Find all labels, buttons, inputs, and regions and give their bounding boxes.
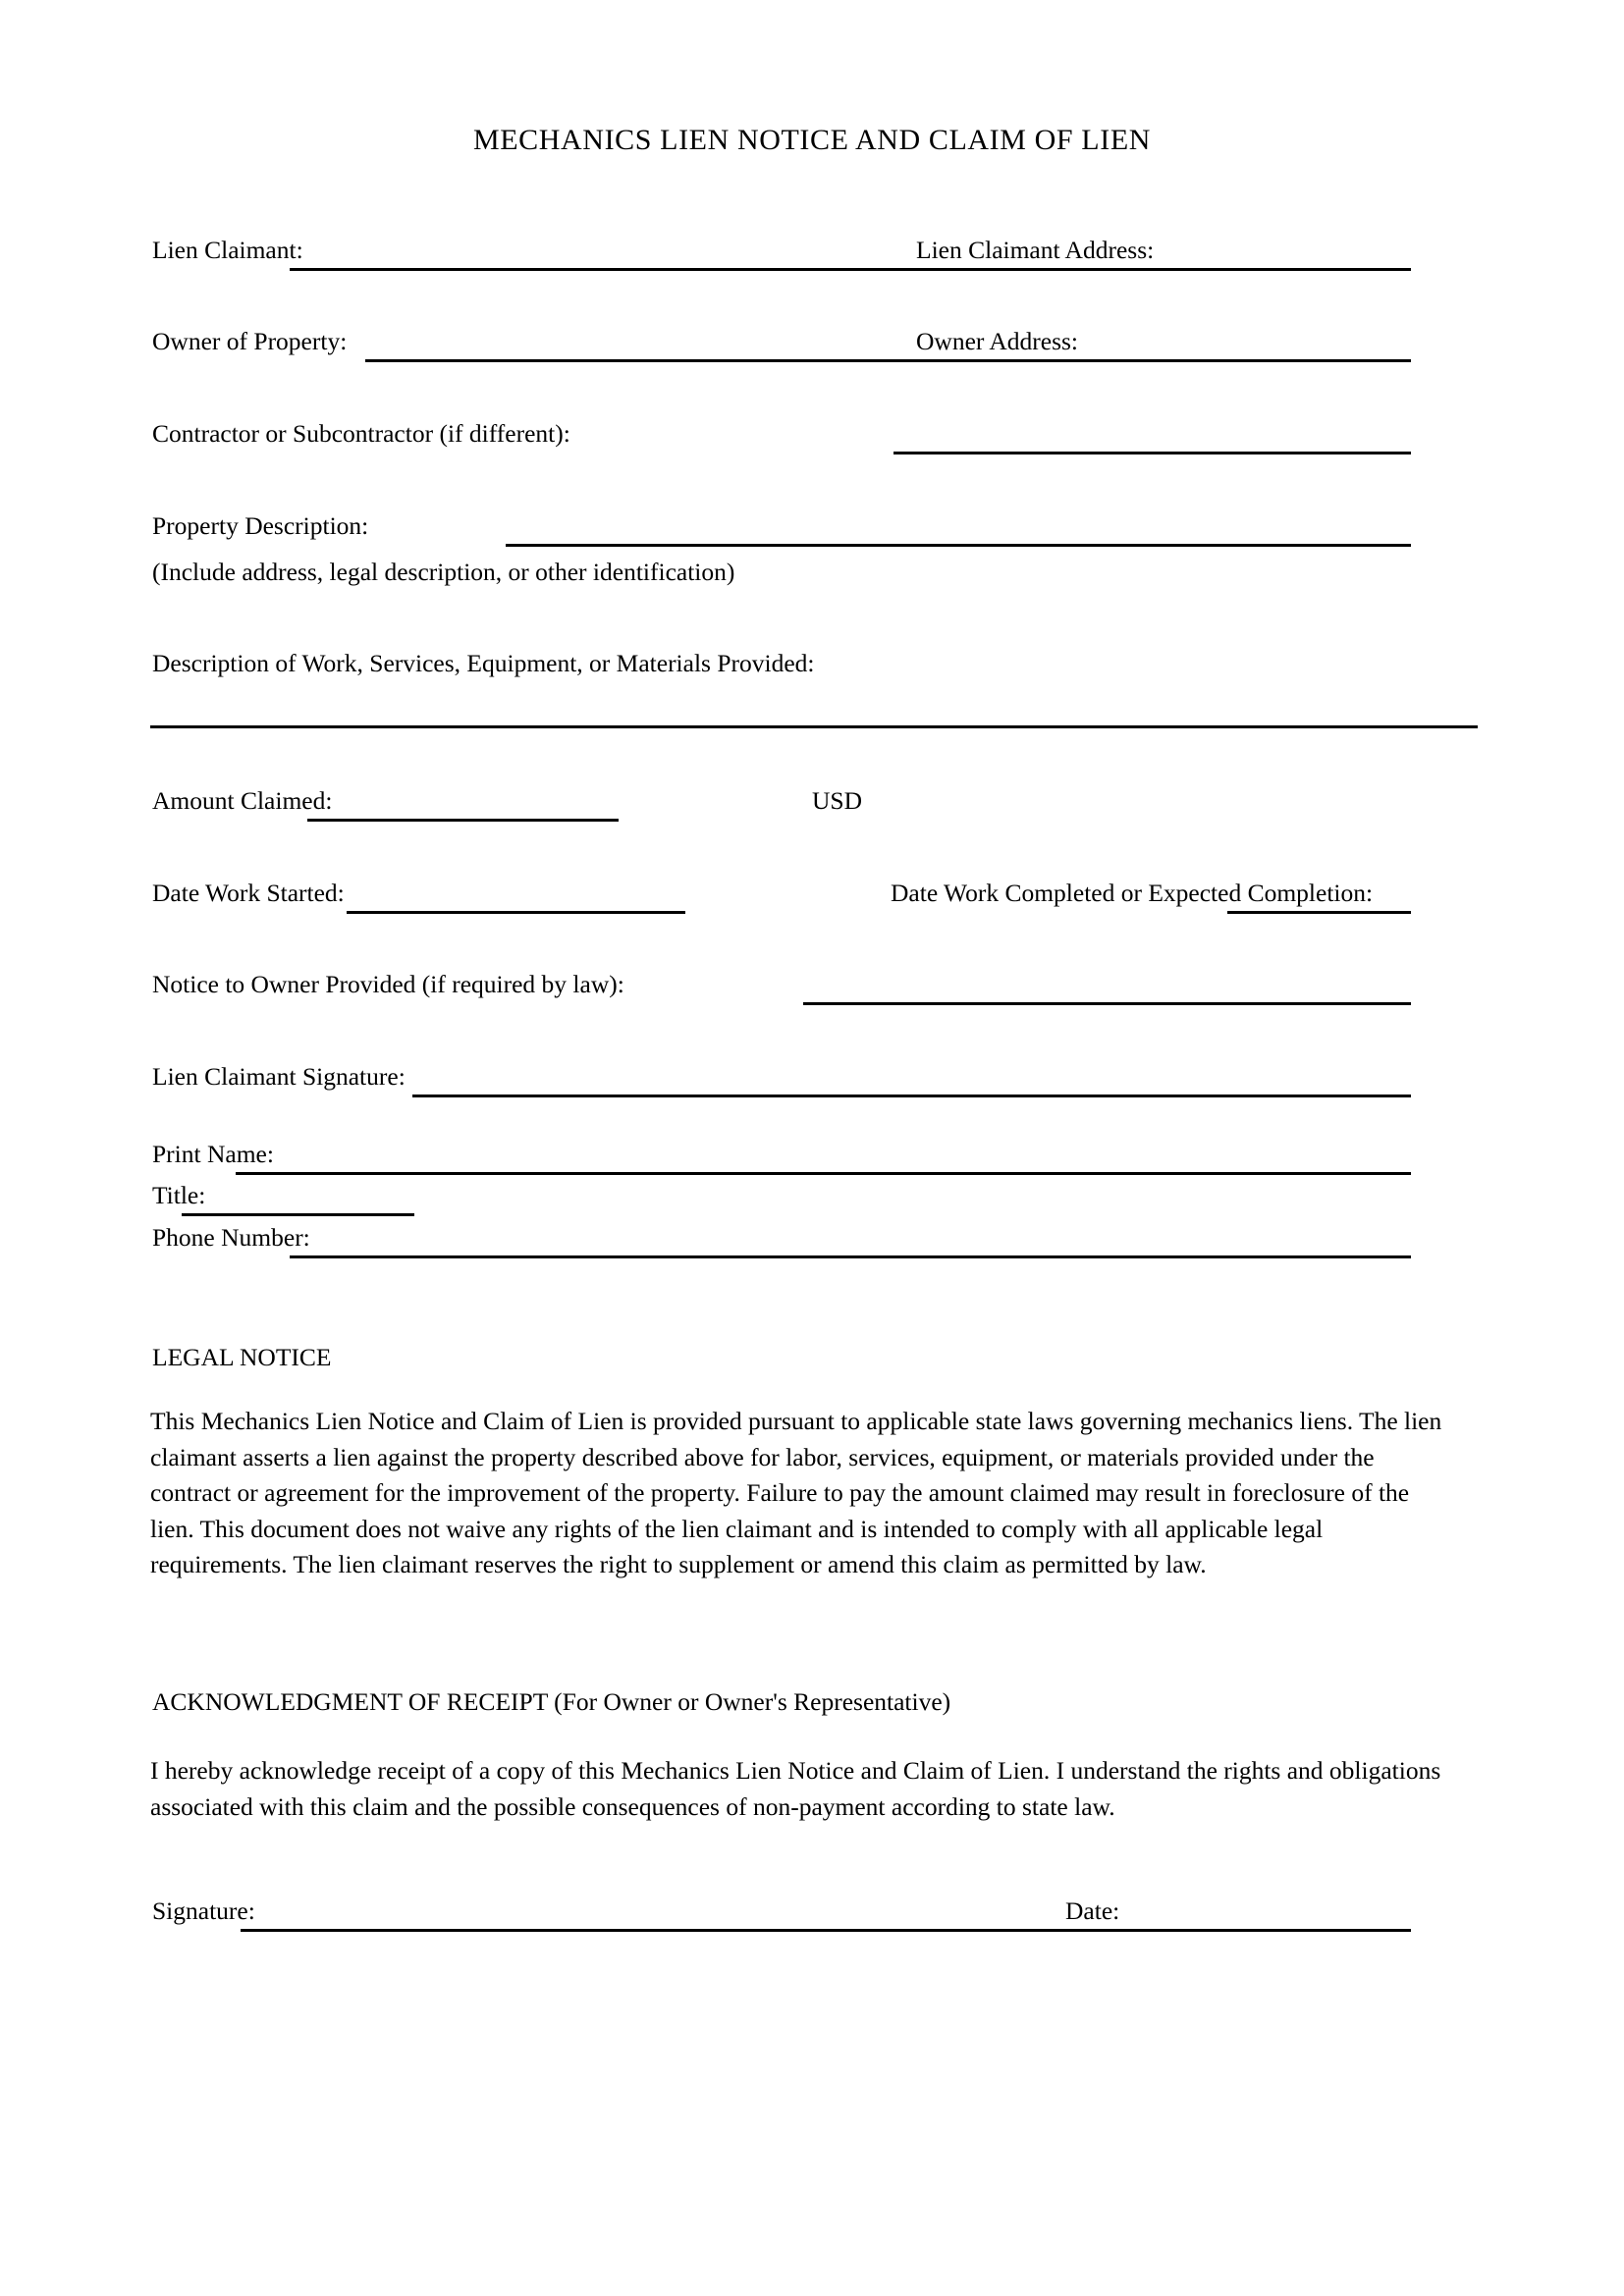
notice-to-owner-input[interactable] bbox=[803, 1002, 1411, 1005]
lien-claimant-input[interactable] bbox=[290, 268, 1411, 271]
property-description-label: Property Description: bbox=[152, 511, 369, 540]
date-work-started-input[interactable] bbox=[347, 911, 685, 914]
lien-claimant-address-label: Lien Claimant Address: bbox=[916, 236, 1155, 264]
amount-claimed-input[interactable] bbox=[307, 819, 619, 822]
property-description-input[interactable] bbox=[506, 544, 1411, 547]
property-description-hint: (Include address, legal description, or other identification) bbox=[152, 558, 735, 586]
amount-claimed-currency: USD bbox=[812, 786, 863, 815]
legal-notice-body: This Mechanics Lien Notice and Claim of Lien is provided pursuant to applicable state laws governing mechanics liens. The lien claimant asserts a lien against the property described above for labor, services, equipment, or materials provided under the contract or agreement for the improvement of the property. Failure to pay the amount claimed may result in foreclosure of the lien. This document does not waive any rights of the lien claimant and is intended to comply with all applicable legal requirements. The lien claimant reserves the right to supplement or amend this claim as permitted by law. bbox=[150, 1407, 1442, 1578]
owner-of-property-label: Owner of Property: bbox=[152, 327, 348, 355]
phone-number-label: Phone Number: bbox=[152, 1223, 310, 1252]
owner-of-property-input[interactable] bbox=[365, 359, 1411, 362]
field-row-title bbox=[152, 1181, 1473, 1214]
title-label: Title: bbox=[152, 1181, 206, 1209]
date-work-completed-input[interactable] bbox=[1227, 911, 1411, 914]
lien-claimant-signature-label: Lien Claimant Signature: bbox=[152, 1062, 406, 1091]
field-row-print-name bbox=[152, 1140, 1473, 1173]
print-name-input[interactable] bbox=[236, 1172, 1411, 1175]
date-work-completed-label: Date Work Completed or Expected Completion: bbox=[891, 879, 1374, 907]
date-work-started-label: Date Work Started: bbox=[152, 879, 345, 907]
field-row-work-description bbox=[152, 649, 1473, 727]
field-row-amount-claimed bbox=[152, 786, 1473, 820]
phone-number-input[interactable] bbox=[290, 1255, 1411, 1258]
field-row-phone-number bbox=[152, 1223, 1473, 1256]
page-title: MECHANICS LIEN NOTICE AND CLAIM OF LIEN bbox=[472, 124, 1152, 156]
amount-claimed-label: Amount Claimed: bbox=[152, 786, 333, 815]
acknowledgment-body: I hereby acknowledge receipt of a copy of this Mechanics Lien Notice and Claim of Lien. I understand the rights and obligations associated with this claim and the possible consequences of non-payment according to state law. bbox=[150, 1756, 1441, 1821]
contractor-input[interactable] bbox=[893, 452, 1411, 454]
contractor-label: Contractor or Subcontractor (if different): bbox=[152, 419, 570, 448]
notice-to-owner-label: Notice to Owner Provided (if required by law): bbox=[152, 970, 624, 998]
field-row-date-work bbox=[152, 879, 1473, 912]
acknowledgment-date-label: Date: bbox=[1065, 1896, 1120, 1925]
acknowledgment-signature-label: Signature: bbox=[152, 1896, 255, 1925]
field-row-property-description bbox=[152, 511, 1473, 545]
title-input[interactable] bbox=[182, 1213, 414, 1216]
print-name-label: Print Name: bbox=[152, 1140, 274, 1168]
field-row-contractor bbox=[152, 419, 1473, 453]
field-row-acknowledgment-signature bbox=[152, 1896, 1473, 1930]
acknowledgment-heading: ACKNOWLEDGMENT OF RECEIPT (For Owner or Owner's Representative) bbox=[152, 1687, 951, 1716]
work-description-input[interactable] bbox=[150, 725, 1478, 728]
lien-claimant-label: Lien Claimant: bbox=[152, 236, 303, 264]
field-row-owner-of-property bbox=[152, 327, 1473, 360]
lien-claimant-signature-input[interactable] bbox=[412, 1095, 1411, 1097]
field-row-lien-claimant bbox=[152, 236, 1473, 269]
acknowledgment-signature-input[interactable] bbox=[241, 1929, 1411, 1932]
work-description-label: Description of Work, Services, Equipment, or Materials Provided: bbox=[152, 649, 815, 677]
field-row-lien-claimant-signature bbox=[152, 1062, 1473, 1095]
field-row-notice-to-owner bbox=[152, 970, 1473, 1003]
legal-notice-heading: LEGAL NOTICE bbox=[152, 1343, 332, 1371]
owner-address-label: Owner Address: bbox=[916, 327, 1079, 355]
